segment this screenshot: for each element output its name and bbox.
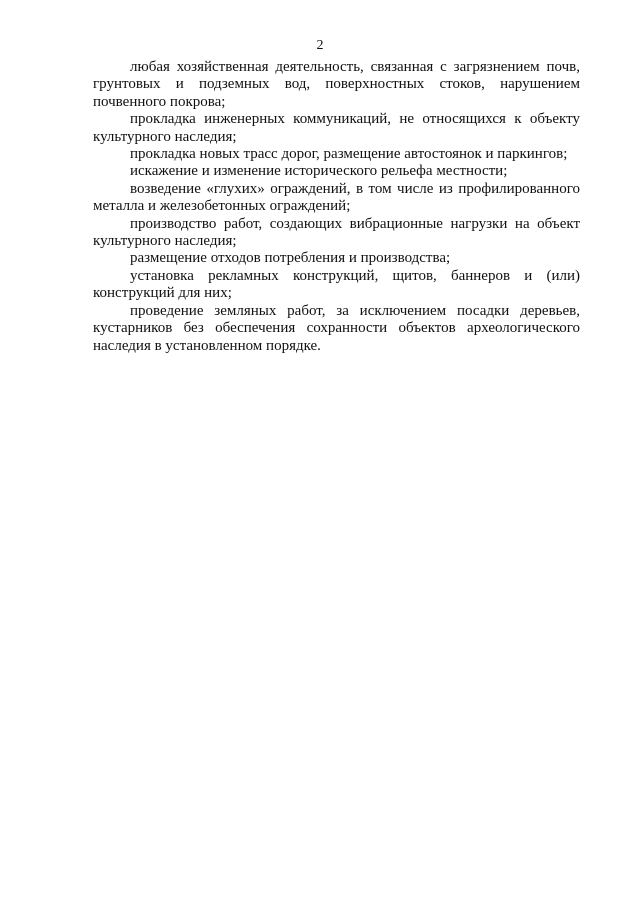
paragraph-solid-fences: возведение «глухих» ограждений, в том числе из профилированного металла и железобетонных ограждений; — [93, 180, 580, 215]
paragraph-new-roads: прокладка новых трасс дорог, размещение автостоянок и паркингов; — [130, 146, 568, 163]
paragraph-waste-placement: размещение отходов потребления и производства; — [130, 250, 451, 267]
paragraph-soil-pollution: любая хозяйственная деятельность, связанная с загрязнением почв, грунтовых и подземных вод, поверхностных стоков, нарушением почвенного покрова; — [93, 59, 580, 110]
paragraph-relief-change: искажение и изменение исторического рельефа местности; — [130, 163, 508, 180]
paragraph-vibration-works: производство работ, создающих вибрационные нагрузки на объект культурного наследия; — [93, 215, 580, 250]
paragraph-utility-lines: прокладка инженерных коммуникаций, не относящихся к объекту культурного наследия; — [93, 111, 580, 145]
document-body — [93, 59, 580, 355]
paragraph-advertising: установка рекламных конструкций, щитов, баннеров и (или) конструкций для них; — [93, 267, 580, 302]
paragraph-earthworks: проведение земляных работ, за исключением посадки деревьев, кустарников без обеспечения сохранности объектов археологического наследия в установленном порядке. — [93, 302, 580, 354]
page-number: 2 — [316, 38, 324, 53]
